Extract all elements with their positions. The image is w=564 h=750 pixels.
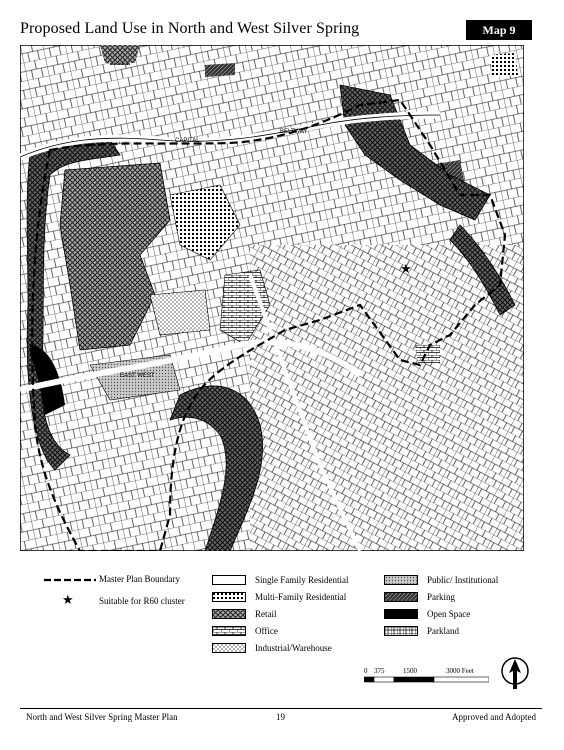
legend-label-parkland: Parkland [427,626,459,636]
map-number-badge: Map 9 [466,20,532,40]
land-use-map [20,45,524,551]
legend-cluster-label: Suitable for R60 cluster [99,596,185,606]
map-street-grid-east [250,245,524,551]
scale-tick-375: 375 [374,667,385,675]
r60-cluster-star-icon: ★ [400,261,412,276]
swatch-parkland [384,626,418,636]
scale-tick-3000: 3000 Feet [446,667,474,675]
footer-plan-name: North and West Silver Spring Master Plan [26,712,178,722]
swatch-public [384,575,418,585]
scale-bar [364,676,489,684]
office-area-east [415,343,440,363]
swatch-retail [212,609,246,619]
legend-boundary-label: Master Plan Boundary [99,574,180,584]
industrial-area [150,290,210,335]
scale-tick-0: 0 [364,667,368,675]
swatch-industrial [212,643,246,653]
swatch-multi-family [212,592,246,602]
swatch-single-family [212,575,246,585]
swatch-parking [384,592,418,602]
legend-label-single-family: Single Family Residential [255,575,349,585]
footer-status: Approved and Adopted [452,712,536,722]
road-label-east-west: EAST WEST [120,373,155,379]
multi-family-area-northeast [490,53,518,77]
legend-label-public: Public/ Institutional [427,575,499,585]
north-arrow-icon [500,655,530,693]
parking-area-north [205,63,235,77]
road-label-beltway: BELTWAY [280,129,308,135]
footer-rule [20,708,542,709]
page-number: 19 [276,712,285,722]
legend-label-multi-family: Multi-Family Residential [255,592,347,602]
scale-tick-1500: 1500 [403,667,417,675]
swatch-office [212,626,246,636]
legend-label-retail: Retail [255,609,277,619]
road-label-capital: CAPITAL [175,138,200,144]
legend-star-icon: ★ [62,592,74,607]
swatch-open-space [384,609,418,619]
legend-label-industrial: Industrial/Warehouse [255,643,332,653]
legend-label-office: Office [255,626,278,636]
retail-area-north [100,45,140,63]
boundary-line-icon [44,577,96,583]
legend-label-parking: Parking [427,592,455,602]
map-title: Proposed Land Use in North and West Silver Spring [20,20,360,37]
legend-label-open-space: Open Space [427,609,471,619]
